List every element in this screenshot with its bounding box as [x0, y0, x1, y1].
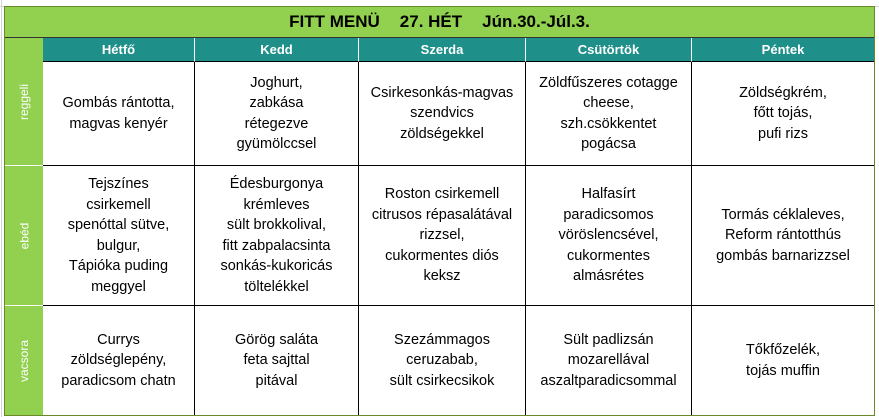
- menu-cell-text: [237, 73, 317, 155]
- meal-label-cell[interactable]: [5, 38, 43, 166]
- menu-cell-line: aszaltparadicsommal: [540, 372, 677, 389]
- menu-cell-line: citrusos répasalátával: [371, 206, 513, 223]
- menu-cell[interactable]: [359, 166, 526, 306]
- day-header-cell[interactable]: Kedd: [195, 38, 359, 62]
- menu-cell[interactable]: [526, 62, 692, 166]
- menu-cell[interactable]: [43, 62, 195, 166]
- menu-cell-line: vöröslencsével,: [558, 227, 659, 244]
- menu-cell-line: krémleves: [243, 196, 310, 213]
- menu-cell-line: Tőkfőzelék,: [745, 342, 821, 358]
- meal-label: reggeli: [17, 83, 31, 120]
- menu-cell-line: bulgur,: [96, 237, 141, 254]
- meal-label-cell[interactable]: [5, 306, 43, 415]
- menu-cell[interactable]: [43, 166, 195, 306]
- meal-label-cell[interactable]: [5, 166, 43, 306]
- menu-cell-line: ceruzabab,: [406, 352, 478, 369]
- meal-row: [43, 62, 874, 166]
- menu-cell[interactable]: [359, 306, 526, 415]
- menu-cell-line: feta sajttal: [243, 352, 310, 369]
- menu-cell-line: Sült padlizsán: [563, 331, 654, 348]
- menu-cell-line: mozarellával: [567, 352, 650, 369]
- menu-cell-line: Reform rántotthús: [724, 227, 842, 244]
- menu-cell-line: szh.csökkentet: [560, 115, 657, 132]
- menu-cell-line: spenóttal sütve,: [67, 217, 170, 233]
- menu-cell-line: Édesburgonya: [229, 176, 324, 192]
- menu-cell-text: [371, 83, 514, 145]
- menu-cell-line: zöldségekkel: [400, 125, 484, 142]
- menu-cell-line: cukormentes diós: [385, 247, 499, 264]
- menu-cell-text: [739, 83, 827, 145]
- menu-dates: Jún.30.-Júl.3.: [482, 12, 590, 31]
- menu-cell[interactable]: [195, 62, 359, 166]
- menu-cell-line: paradicsomos: [563, 206, 654, 223]
- menu-cell-line: cukormentes: [566, 247, 650, 264]
- menu-table: [4, 6, 875, 416]
- menu-cell-line: fitt zabpalacsinta: [222, 237, 331, 254]
- menu-cell-line: Tejszínes: [88, 176, 149, 192]
- menu-cell-line: Halfasírt: [581, 186, 636, 203]
- menu-cell-line: Zöldségkrém,: [739, 84, 827, 101]
- day-header-cell[interactable]: Péntek: [692, 38, 874, 62]
- menu-cell-line: csirkemell: [86, 196, 151, 213]
- menu-cell-line: almásrétes: [573, 268, 644, 285]
- menu-cell-line: zabkása: [249, 95, 304, 111]
- menu-cell-text: [746, 340, 820, 381]
- menu-title: FITT MENÜ: [289, 12, 380, 31]
- sheet-gridline: [1, 0, 2, 417]
- menu-cell-line: pufi rizs: [758, 125, 808, 142]
- menu-cell-line: Joghurt,: [250, 74, 303, 91]
- menu-cell-line: töltelékkel: [244, 278, 309, 295]
- menu-cell-text: [68, 174, 170, 297]
- menu-cell-line: cheese,: [583, 95, 634, 111]
- menu-cell-line: Tápióka puding: [68, 258, 169, 274]
- menu-cell-line: főtt tojás,: [753, 105, 813, 122]
- menu-cell-text: [61, 330, 175, 392]
- menu-cell[interactable]: [692, 62, 874, 166]
- menu-cell-line: Zöldfűszeres cotagge: [539, 74, 678, 91]
- menu-cell-text: [220, 174, 332, 297]
- menu-cell-line: keksz: [423, 268, 461, 285]
- menu-cell[interactable]: [43, 306, 195, 415]
- menu-cell-text: [539, 73, 678, 155]
- day-header-cell[interactable]: Csütörtök: [526, 38, 692, 62]
- menu-cell-line: tojás muffin: [746, 362, 820, 379]
- menu-cell-text: [559, 184, 659, 287]
- menu-cell-text: [540, 330, 676, 392]
- menu-cell-line: rizzsel,: [419, 227, 465, 244]
- menu-cell-text: [716, 205, 850, 267]
- menu-cell[interactable]: [692, 166, 874, 306]
- meal-label: vacsora: [17, 339, 31, 382]
- menu-cell-line: sonkás-kukoricás: [220, 258, 333, 274]
- menu-cell-line: sült brokkolival,: [226, 217, 327, 233]
- menu-cell-line: Szezámmagos: [394, 331, 490, 348]
- menu-cell-line: Görög saláta: [234, 331, 319, 348]
- menu-cell-line: Gombás rántotta,: [62, 95, 175, 111]
- menu-cell-line: magvas kenyér: [69, 115, 168, 132]
- menu-cell[interactable]: [195, 166, 359, 306]
- menu-cell[interactable]: [692, 306, 874, 415]
- menu-week: 27. HÉT: [399, 12, 463, 31]
- menu-cell-line: meggyel: [91, 278, 146, 295]
- meal-row: [43, 166, 874, 306]
- menu-cell-line: Tormás céklaleves,: [721, 206, 845, 223]
- menu-title-bar[interactable]: [5, 7, 874, 38]
- day-header-row: [43, 38, 874, 62]
- menu-cell[interactable]: [526, 166, 692, 306]
- meal-row: [43, 306, 874, 415]
- menu-cell-line: gyümölccsel: [236, 136, 317, 152]
- meal-label: ebéd: [16, 222, 31, 249]
- menu-cell-line: pitával: [255, 372, 298, 389]
- menu-cell-line: sült csirkecsikok: [389, 372, 495, 389]
- menu-cell[interactable]: [526, 306, 692, 415]
- menu-cell-line: paradicsom chatn: [61, 372, 176, 389]
- day-header-cell[interactable]: Szerda: [359, 38, 526, 62]
- menu-cell-text: [372, 184, 512, 287]
- menu-cell-line: zöldséglepény,: [70, 352, 167, 369]
- menu-cell-line: Csirkesonkás-magvas: [370, 84, 514, 101]
- menu-cell[interactable]: [359, 62, 526, 166]
- menu-cell-line: pogácsa: [581, 136, 636, 152]
- menu-cell-line: gombás barnarizzsel: [716, 247, 850, 264]
- menu-cell-text: [390, 330, 495, 392]
- menu-cell-line: Currys: [97, 331, 140, 348]
- menu-cell-line: Roston csirkemell: [384, 186, 500, 203]
- menu-cell-line: rétegezve: [244, 115, 309, 132]
- menu-cell-text: [62, 93, 174, 134]
- menu-cell-line: szendvics: [410, 105, 474, 122]
- menu-cell-text: [235, 330, 318, 392]
- day-header-cell[interactable]: Hétfő: [43, 38, 195, 62]
- menu-cell[interactable]: [195, 306, 359, 415]
